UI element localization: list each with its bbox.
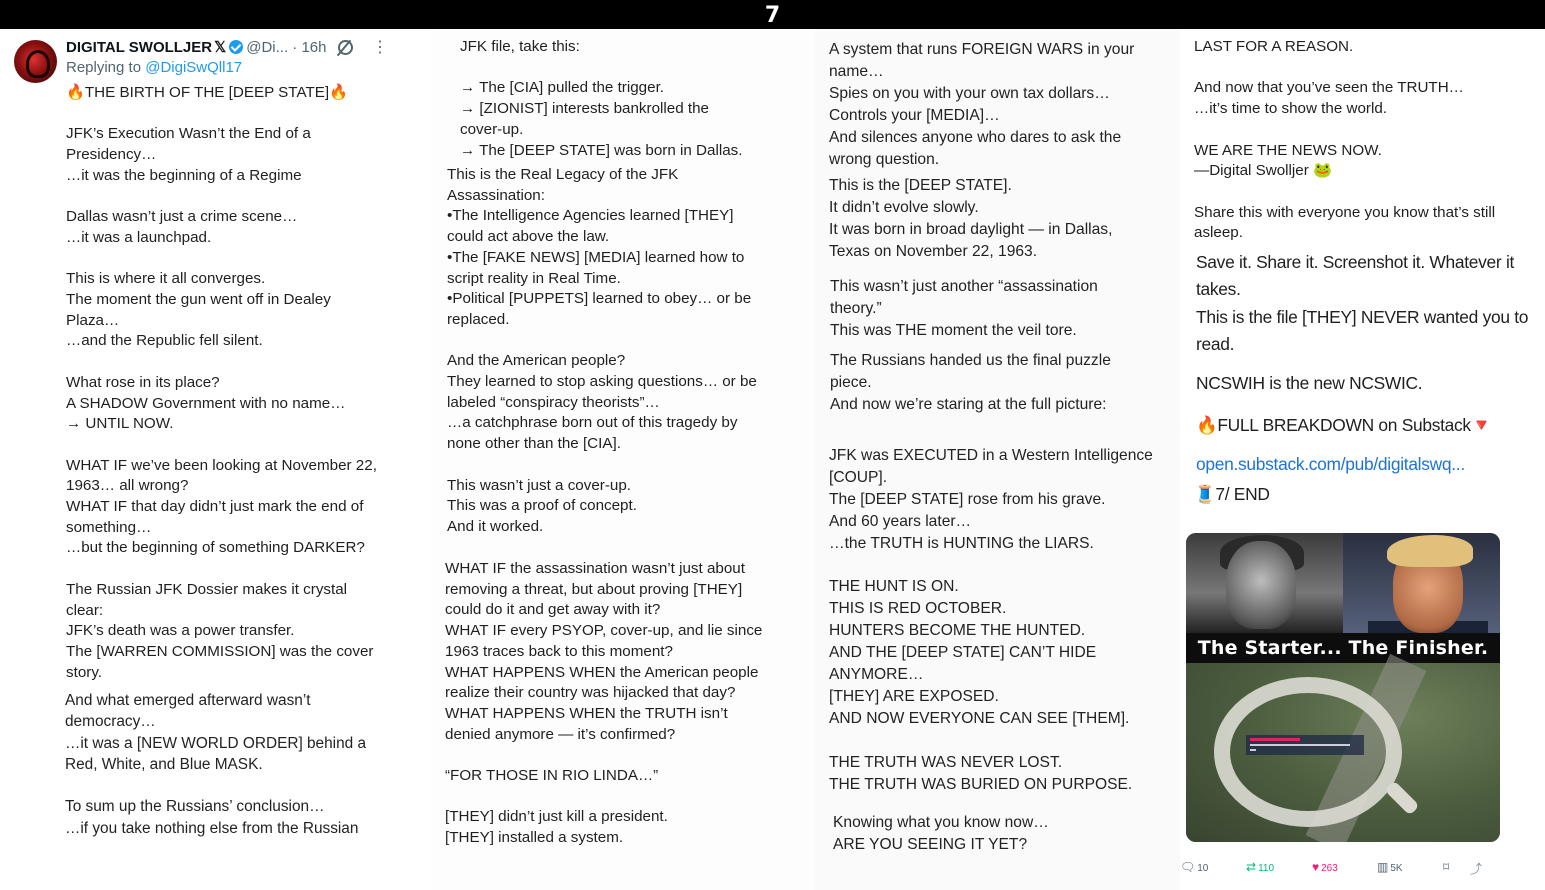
share-icon: ⤴	[1470, 862, 1483, 876]
text-line: The moment the gun went off in Dealey	[66, 291, 331, 309]
text-line: The Russian JFK Dossier makes it crystal	[66, 580, 348, 598]
text-line: HUNTERS BECOME THE HUNTED.	[829, 622, 1086, 640]
text-line: …the TRUTH is HUNTING the LIARS.	[829, 534, 1094, 552]
text-line: …if you take nothing else from the Russian	[65, 819, 359, 837]
aerial-photo	[1186, 663, 1500, 842]
replying-to-label: Replying to	[66, 59, 142, 76]
tweet-text-2b	[447, 165, 757, 538]
column-3	[815, 29, 1180, 890]
text-line: cover-up.	[460, 120, 524, 138]
text-line: takes.	[1196, 279, 1241, 300]
tweet-text-3b	[829, 175, 1112, 263]
text-line	[460, 58, 742, 79]
text-line: [THEY] ARE EXPOSED.	[829, 687, 999, 705]
text-line: JFK file, take this:	[460, 38, 580, 55]
repost-icon: ⇄	[1246, 860, 1257, 874]
text-line: WHAT IF we’ve been looking at November 22,	[66, 456, 377, 474]
text-line	[65, 775, 366, 796]
text-line: And what emerged afterward wasn’t	[65, 692, 311, 709]
substack-link[interactable]: open.substack.com/pub/digitalswq...	[1196, 454, 1465, 474]
heart-icon: ♥	[1312, 860, 1320, 874]
text-line: …but the beginning of something DARKER?	[66, 539, 365, 557]
text-line: WHAT IF every PSYOP, cover-up, and lie since	[445, 622, 763, 640]
text-line	[447, 455, 757, 476]
text-line: → UNTIL NOW.	[66, 415, 174, 433]
text-line: ANYMORE…	[829, 666, 924, 684]
text-line: To sum up the Russians’ conclusion…	[65, 798, 325, 816]
portrait-left	[1186, 533, 1343, 633]
text-line	[447, 331, 757, 352]
text-line: Spies on you with your own tax dollars…	[829, 84, 1110, 102]
text-line: What rose in its place?	[66, 373, 220, 391]
tweet-text-3d	[830, 350, 1111, 416]
tweet-text-2c	[445, 559, 762, 849]
text-line: •Political [PUPPETS] learned to obey… or be	[447, 290, 752, 308]
reply-icon: 🗨	[1180, 860, 1196, 874]
text-line: JFK’s Execution Wasn’t the End of a	[66, 125, 311, 143]
grok-icon[interactable]	[338, 40, 353, 55]
text-line: The Russians handed us the final puzzle	[830, 352, 1111, 369]
text-line: something…	[66, 518, 152, 536]
text-line: …and the Republic fell silent.	[66, 332, 263, 350]
text-line: denied anymore — it’s confirmed?	[445, 725, 676, 743]
like-button[interactable]	[1312, 860, 1338, 874]
text-line: This is the [DEEP STATE].	[829, 177, 1012, 194]
text-line: read.	[1196, 334, 1235, 355]
text-line: THE HUNT IS ON.	[829, 578, 959, 596]
text-line: replaced.	[447, 310, 510, 328]
text-line: And silences anyone who dares to ask the	[829, 128, 1122, 146]
text-line: → The [CIA] pulled the trigger.	[460, 79, 665, 97]
attached-image[interactable]	[1186, 533, 1500, 842]
text-line	[66, 104, 377, 125]
text-line: JFK’s death was a power transfer.	[66, 622, 295, 640]
page-number: 7	[764, 3, 781, 28]
text-line: And now we’re staring at the full picture:	[830, 395, 1107, 413]
text-line: It didn’t evolve slowly.	[829, 198, 979, 216]
replying-to-handle[interactable]: @DigiSwQll17	[145, 59, 243, 76]
share-button[interactable]	[1470, 860, 1484, 877]
text-line: Assassination:	[447, 186, 545, 204]
text-line: Save it. Share it. Screenshot it. Whatever it	[1196, 252, 1515, 272]
text-line: And now that you’ve seen the TRUTH…	[1194, 79, 1464, 97]
text-line: 🔥THE BIRTH OF THE [DEEP STATE]🔥	[66, 84, 348, 101]
text-line	[66, 352, 377, 373]
text-line: asleep.	[1194, 224, 1243, 242]
text-line: → The [DEEP STATE] was born in Dallas.	[460, 141, 743, 159]
tweet-text-3f	[833, 812, 1049, 856]
tweet-text-1	[66, 83, 377, 683]
bookmark-icon: ⌑	[1443, 860, 1450, 874]
text-line	[1194, 182, 1495, 203]
text-line: WHAT IF the assassination wasn’t just about	[445, 560, 745, 577]
text-line: Texas on November 22, 1963.	[829, 242, 1038, 260]
text-line: ARE YOU SEEING IT YET?	[833, 835, 1028, 853]
text-line: The [WARREN COMMISSION] was the cover	[66, 642, 374, 660]
tweet-text-3c	[830, 276, 1098, 342]
text-line	[445, 745, 762, 766]
tweet-header	[66, 38, 327, 58]
text-line: WE ARE THE NEWS NOW.	[1194, 141, 1382, 159]
tweet-text-4b	[1196, 249, 1528, 359]
image-caption: The Starter... The Finisher.	[1186, 633, 1500, 663]
text-line: democracy…	[65, 713, 156, 731]
thread-end-label: 🧵7/ END	[1194, 484, 1270, 504]
column-4	[1180, 29, 1545, 890]
display-name[interactable]: DIGITAL SWOLLJER	[66, 39, 213, 56]
text-line: JFK was EXECUTED in a Western Intelligence	[829, 447, 1153, 464]
text-line: THIS IS RED OCTOBER.	[829, 600, 1007, 618]
text-line: could act above the law.	[447, 228, 610, 246]
text-line: story.	[66, 663, 103, 681]
text-line: …it was the beginning of a Regime	[66, 166, 302, 184]
text-line: labeled “conspiracy theorists”…	[447, 393, 660, 411]
text-line	[66, 559, 377, 580]
text-line: This was THE moment the veil tore.	[830, 321, 1077, 339]
text-line	[66, 249, 377, 270]
text-line	[1194, 120, 1495, 141]
bookmark-button[interactable]	[1443, 860, 1451, 874]
tweet-actions	[1180, 857, 1545, 877]
text-line: •The [FAKE NEWS] [MEDIA] learned how to	[447, 248, 745, 266]
text-line: 1963 traces back to this moment?	[445, 642, 673, 660]
text-line: none other than the [CIA].	[447, 435, 621, 453]
text-line: AND NOW EVERYONE CAN SEE [THEM].	[829, 709, 1130, 727]
text-line: → [ZIONIST] interests bankrolled the	[460, 100, 709, 118]
text-line	[829, 555, 1153, 577]
tweet-text-1b	[65, 690, 366, 839]
text-line: This wasn’t just another “assassination	[830, 278, 1098, 295]
text-line: They learned to stop asking questions… or be	[447, 373, 757, 391]
text-line	[829, 730, 1153, 752]
column-2	[430, 29, 815, 890]
text-line: could do it and get away with it?	[445, 601, 661, 619]
text-line	[66, 435, 377, 456]
tweet-text-3a	[829, 39, 1134, 170]
text-line: LAST FOR A REASON.	[1194, 38, 1354, 55]
text-line: “FOR THOSE IN RIO LINDA…”	[445, 767, 659, 785]
text-line: A system that runs FOREIGN WARS in your	[829, 41, 1135, 58]
text-line: This is the file [THEY] NEVER wanted you to	[1196, 306, 1529, 327]
text-line: [COUP].	[829, 468, 888, 486]
tweet-text-4a	[1194, 37, 1495, 244]
reply-button[interactable]	[1180, 860, 1208, 874]
text-line: …it’s time to show the world.	[1194, 100, 1388, 118]
text-line: •The Intelligence Agencies learned [THEY]	[447, 207, 734, 225]
tweet-text-3e	[829, 445, 1153, 796]
more-options-icon[interactable]: ⋮	[372, 39, 389, 56]
text-line: The [DEEP STATE] rose from his grave.	[829, 490, 1106, 508]
text-line: —Digital Swolljer 🐸	[1194, 162, 1332, 180]
repost-count: 110	[1258, 863, 1275, 874]
text-line: WHAT HAPPENS WHEN the American people	[445, 663, 759, 681]
reply-count: 10	[1197, 863, 1209, 874]
text-line: THE TRUTH WAS BURIED ON PURPOSE.	[829, 775, 1133, 793]
tweet-text-4d: 🔥FULL BREAKDOWN on Substack🔻	[1196, 415, 1493, 435]
text-line: realize their country was hijacked that day?	[445, 684, 736, 702]
text-line: THE TRUTH WAS NEVER LOST.	[829, 753, 1063, 771]
text-line: And the American people?	[447, 352, 626, 370]
text-line: Plaza…	[66, 311, 120, 329]
text-line: Knowing what you know now…	[833, 814, 1049, 831]
x-logo-icon: 𝕏	[214, 39, 227, 56]
tweet-text-4c: NCSWIH is the new NCSWIC.	[1196, 373, 1423, 393]
text-line: A SHADOW Government with no name…	[66, 394, 346, 412]
text-line: Presidency…	[66, 146, 157, 164]
text-line: name…	[829, 62, 884, 80]
text-line: [THEY] installed a system.	[445, 829, 624, 847]
text-line: …it was a launchpad.	[66, 228, 212, 246]
text-line: theory.”	[830, 299, 882, 317]
text-line: WHAT HAPPENS WHEN the TRUTH isn’t	[445, 704, 728, 722]
avatar[interactable]	[14, 40, 57, 83]
tweet-text-2a	[460, 37, 742, 161]
text-line: And 60 years later…	[829, 512, 972, 530]
text-line: It was born in broad daylight — in Dallas,	[829, 220, 1113, 238]
top-bar	[0, 0, 1545, 29]
text-line: wrong question.	[829, 150, 940, 168]
portrait-right	[1343, 533, 1500, 633]
views-icon: ▥	[1377, 860, 1389, 874]
like-count: 263	[1321, 863, 1338, 874]
text-line: …it was a [NEW WORLD ORDER] behind a	[65, 734, 367, 752]
text-line: [THEY] didn’t just kill a president.	[445, 808, 668, 826]
text-line: This is where it all converges.	[66, 270, 266, 288]
text-line: removing a threat, but about proving [THEY]	[445, 580, 743, 598]
text-line: This was a proof of concept.	[447, 497, 637, 515]
text-line: piece.	[830, 373, 872, 391]
column-1	[0, 29, 430, 890]
text-line: 1963… all wrong?	[66, 477, 189, 495]
views-button[interactable]	[1377, 860, 1403, 874]
replying-to	[66, 59, 242, 76]
text-line: WHAT IF that day didn’t just mark the end of	[66, 498, 364, 516]
text-line: And it worked.	[447, 517, 544, 535]
text-line: script reality in Real Time.	[447, 269, 621, 287]
text-line: This wasn’t just a cover-up.	[447, 476, 632, 494]
text-line	[1194, 58, 1495, 79]
text-line: clear:	[66, 601, 104, 619]
timestamp[interactable]: · 16h	[292, 39, 327, 56]
text-line: This is the Real Legacy of the JFK	[447, 166, 679, 183]
text-line: Red, White, and Blue MASK.	[65, 755, 263, 773]
text-line: Controls your [MEDIA]…	[829, 106, 1000, 124]
text-line: Share this with everyone you know that’s still	[1194, 203, 1496, 221]
text-line: AND THE [DEEP STATE] CAN’T HIDE	[829, 644, 1097, 662]
view-count: 5K	[1390, 863, 1403, 874]
text-line	[445, 787, 762, 808]
text-line: …a catchphrase born out of this tragedy by	[447, 414, 738, 432]
repost-button[interactable]	[1246, 860, 1274, 874]
text-line: Dallas wasn’t just a crime scene…	[66, 208, 298, 226]
verified-badge-icon	[229, 40, 243, 54]
text-line	[66, 187, 377, 208]
user-handle[interactable]: @Di...	[246, 39, 289, 56]
